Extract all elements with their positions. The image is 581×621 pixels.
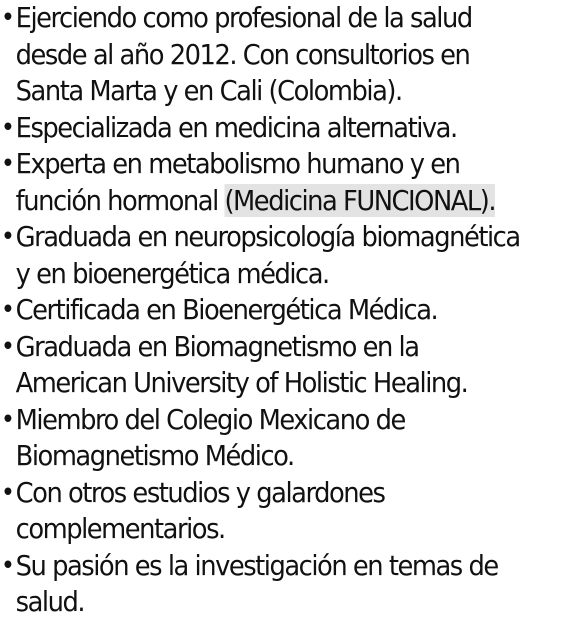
- bullet-icon: •: [0, 149, 14, 179]
- item-text-line: Graduada en Biomagnetismo en la: [15, 329, 419, 363]
- bullet-icon: •: [0, 295, 14, 325]
- item-text-line: Santa Marta y en Cali (Colombia).: [15, 74, 402, 107]
- item-text-line: Graduada en neuropsicología biomagnética: [15, 220, 520, 253]
- item-text-line: Experta en metabolismo humano y en: [15, 147, 460, 180]
- list-item: [0, 292, 581, 329]
- list-item: [0, 329, 581, 402]
- list-item: [0, 146, 581, 219]
- list-item: [0, 548, 581, 621]
- item-text-line: Con otros estudios y galardones: [15, 475, 385, 509]
- item-text-line: salud.: [15, 585, 85, 618]
- list-item: [0, 0, 581, 110]
- list-item: [0, 110, 581, 147]
- item-text-line: desde al año 2012. Con consultorios en: [15, 37, 470, 71]
- item-text-line: Biomagnetismo Médico.: [15, 439, 294, 472]
- highlighted-text: (Medicina FUNCIONAL).: [224, 183, 496, 217]
- item-text-line: Ejerciendo como profesional de la salud: [15, 1, 472, 34]
- item-text-line: Especializada en medicina alternativa.: [15, 110, 457, 144]
- bullet-icon: •: [0, 331, 14, 362]
- list-item: [0, 219, 581, 292]
- bullet-icon: •: [0, 550, 14, 581]
- item-text-line: y en bioenergética médica.: [15, 256, 329, 290]
- bullet-icon: •: [0, 3, 14, 33]
- bullet-icon: •: [0, 477, 14, 508]
- item-text-line: American University of Holistic Healing.: [15, 366, 468, 399]
- list-item: [0, 475, 581, 548]
- item-text-line: Su pasión es la investigación en temas de: [15, 548, 498, 582]
- item-text-line: Miembro del Colegio Mexicano de: [15, 402, 405, 436]
- bullet-icon: •: [0, 404, 14, 435]
- item-text-line: Certificada en Bioenergética Médica.: [15, 293, 438, 326]
- item-text-line: función hormonal: [15, 183, 225, 217]
- bullet-icon: •: [0, 112, 14, 143]
- bullet-icon: •: [0, 222, 14, 252]
- list-item: [0, 402, 581, 475]
- item-text-line: complementarios.: [15, 512, 225, 545]
